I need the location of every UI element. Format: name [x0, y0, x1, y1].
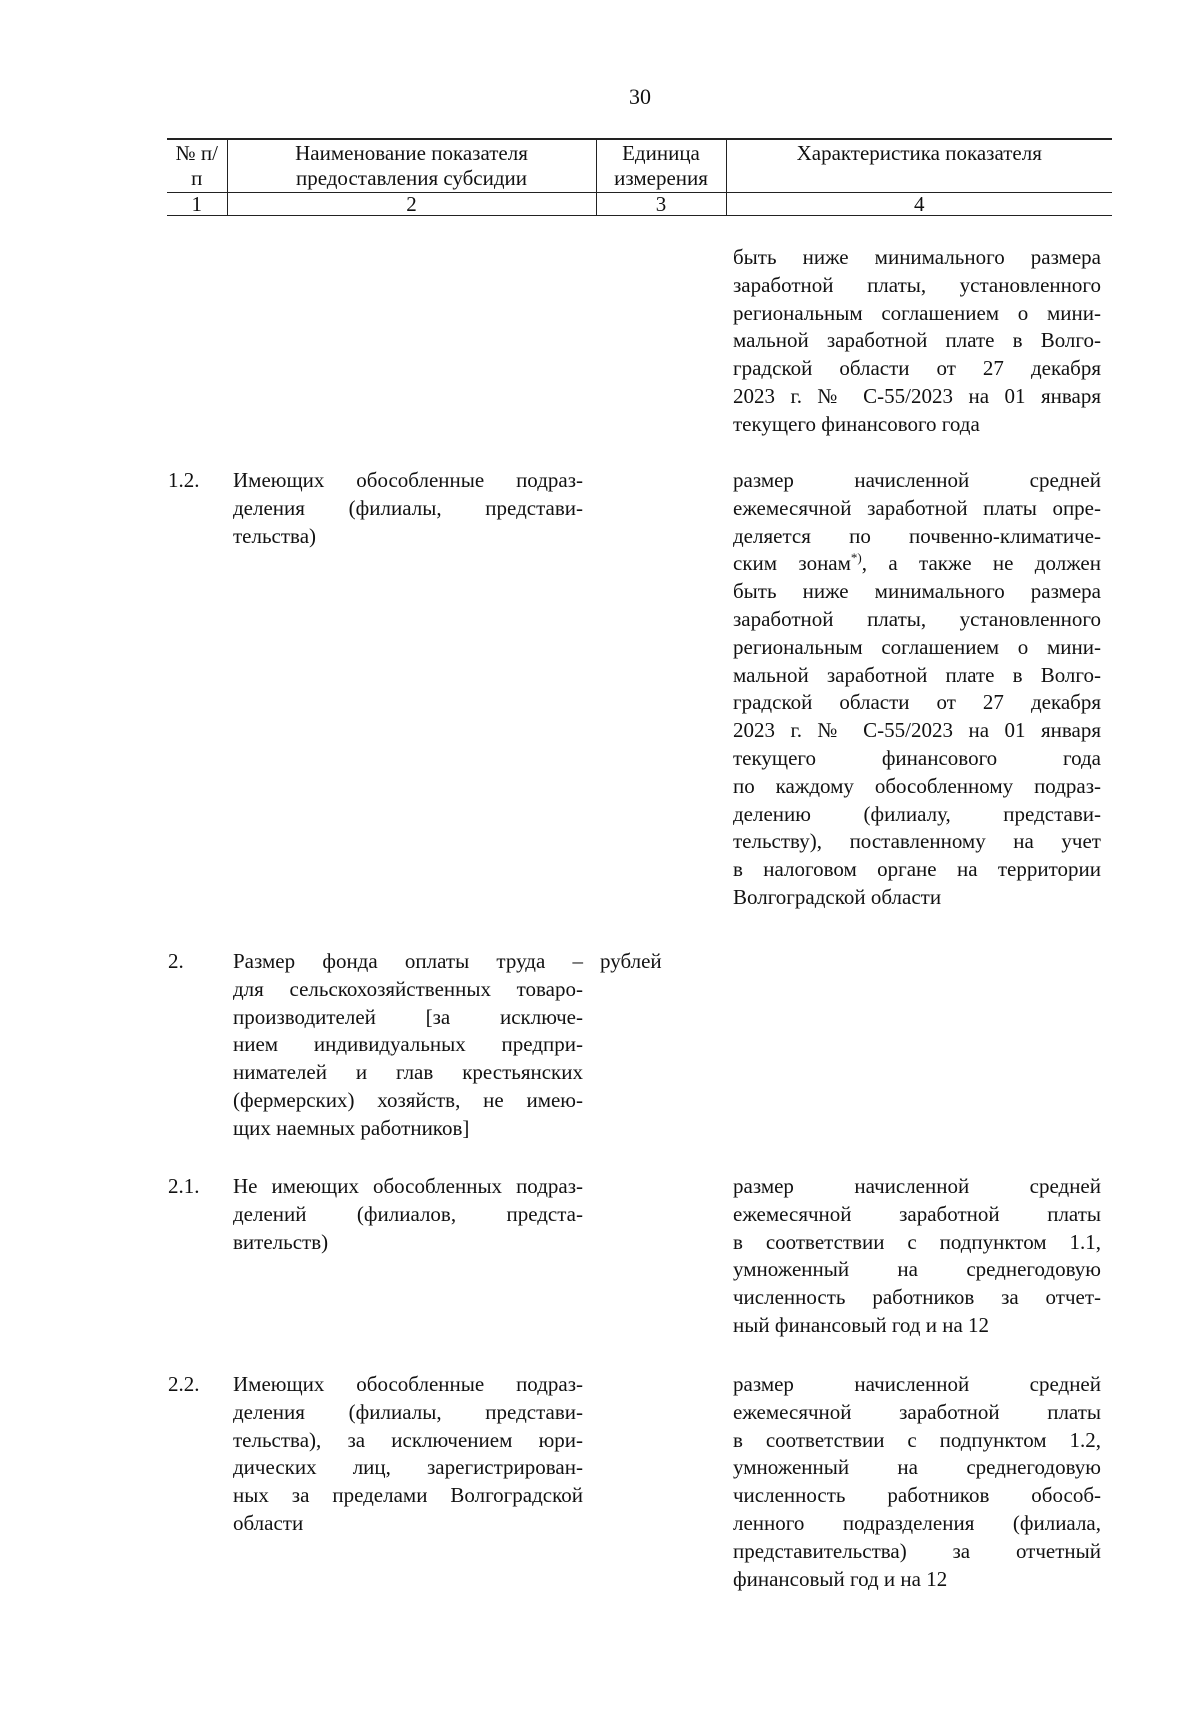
text-line: размер начисленной средней: [733, 1174, 1101, 1198]
text-line: мальной заработной плате в Волго-: [733, 328, 1101, 353]
text-line: мальной заработной плате в Волго-: [733, 662, 1101, 687]
text-line: делению (филиалу, представи-: [733, 801, 1101, 826]
text-line: Имеющих обособленные подраз-: [233, 1372, 583, 1396]
text-line: производителей [за исключе-: [233, 1004, 583, 1029]
text-line: 2023 г. № С-55/2023 на 01 января: [733, 718, 1101, 743]
row-indicator-name: [233, 1371, 583, 1538]
column-number-3: 3: [596, 193, 726, 216]
header-unit: Единица измерения: [596, 139, 726, 193]
text-line: щих наемных работников]: [233, 1115, 470, 1140]
text-line: ленного подразделения (филиала,: [733, 1510, 1101, 1535]
column-number-4: 4: [726, 193, 1112, 216]
footnote-mark: *): [850, 550, 862, 566]
text-line: градской области от 27 декабря: [733, 690, 1101, 715]
text-fragment: ским зонам: [733, 551, 851, 576]
row-unit: рублей: [600, 949, 662, 973]
text-line: заработной платы, установленного: [733, 272, 1101, 297]
text-line: региональным соглашением о мини-: [733, 634, 1101, 659]
row-indicator-name: [233, 1173, 583, 1256]
text-line: градской области от 27 декабря: [733, 356, 1101, 381]
header-characteristic: Характеристика показателя: [726, 139, 1112, 193]
header-indicator-name: Наименование показателя предоставления субсидии: [227, 139, 596, 193]
text-line: ный финансовый год и на 12: [733, 1312, 990, 1337]
text-line: численность работников обособ-: [733, 1483, 1101, 1508]
row-indicator-name: [233, 467, 583, 550]
text-line: делений (филиалов, предста-: [233, 1201, 583, 1226]
text-line: размер начисленной средней: [733, 468, 1101, 492]
text-line: текущего финансового года: [733, 411, 980, 436]
text-line: Волгоградской области: [733, 884, 942, 909]
text-line: тельства): [233, 523, 317, 548]
text-line: нимателей и глав крестьянских: [233, 1060, 583, 1085]
text-line: ных за пределами Волгоградской: [233, 1483, 583, 1508]
text-line: в налоговом органе на территории: [733, 857, 1101, 882]
text-line: быть ниже минимального размера: [733, 579, 1101, 604]
row-characteristic: [733, 244, 1101, 439]
text-line: деляется по почвенно-климатиче-: [733, 523, 1101, 548]
text-fragment: , а также не должен: [861, 551, 1101, 576]
text-line: текущего финансового года: [733, 745, 1101, 770]
text-line: тельству), поставленному на учет: [733, 829, 1101, 854]
text-line: по каждому обособленному подраз-: [733, 773, 1101, 798]
text-line: финансовый год и на 12: [733, 1566, 948, 1591]
page-number: 30: [629, 84, 651, 109]
text-line: в соответствии с подпунктом 1.2,: [733, 1427, 1101, 1452]
text-line: умноженный на среднегодовую: [733, 1455, 1101, 1480]
column-number-2: 2: [227, 193, 596, 216]
row-number: 2.2.: [168, 1372, 200, 1396]
row-characteristic: [733, 467, 1101, 912]
text-line: дических лиц, зарегистрирован-: [233, 1455, 583, 1480]
text-line: в соответствии с подпунктом 1.1,: [733, 1229, 1101, 1254]
text-line: быть ниже минимального размера: [733, 245, 1101, 269]
text-line: заработной платы, установленного: [733, 606, 1101, 631]
row-number: 1.2.: [168, 468, 200, 492]
header-number: № п/п: [167, 139, 227, 193]
text-line-with-footnote: [733, 550, 1101, 578]
text-line: для сельскохозяйственных товаро-: [233, 976, 583, 1001]
row-characteristic: [733, 1371, 1101, 1593]
text-line: тельства), за исключением юри-: [233, 1427, 583, 1452]
text-line: умноженный на среднегодовую: [733, 1257, 1101, 1282]
text-line: региональным соглашением о мини-: [733, 300, 1101, 325]
text-line: 2023 г. № С-55/2023 на 01 января: [733, 383, 1101, 408]
text-line: деления (филиалы, представи-: [233, 495, 583, 520]
text-line: Имеющих обособленные подраз-: [233, 468, 583, 492]
text-line: Размер фонда оплаты труда –: [233, 949, 583, 973]
text-line: ежемесячной заработной платы: [733, 1201, 1101, 1226]
row-indicator-name: [233, 948, 583, 1143]
indicator-table-header: [167, 138, 1112, 216]
text-line: вительств): [233, 1229, 329, 1254]
text-line: численность работников за отчет-: [733, 1285, 1101, 1310]
row-number: 2.: [168, 949, 184, 973]
text-line: представительства) за отчетный: [733, 1538, 1101, 1563]
row-number: 2.1.: [168, 1174, 200, 1198]
text-line: области: [233, 1510, 304, 1535]
text-line: деления (филиалы, представи-: [233, 1399, 583, 1424]
text-line: ежемесячной заработной платы опре-: [733, 495, 1101, 520]
text-line: (фермерских) хозяйств, не имею-: [233, 1087, 583, 1112]
text-line: нием индивидуальных предпри-: [233, 1032, 583, 1057]
text-line: Не имеющих обособленных подраз-: [233, 1174, 583, 1198]
text-line: ежемесячной заработной платы: [733, 1399, 1101, 1424]
column-number-1: 1: [167, 193, 227, 216]
row-characteristic: [733, 1173, 1101, 1340]
text-line: размер начисленной средней: [733, 1372, 1101, 1396]
